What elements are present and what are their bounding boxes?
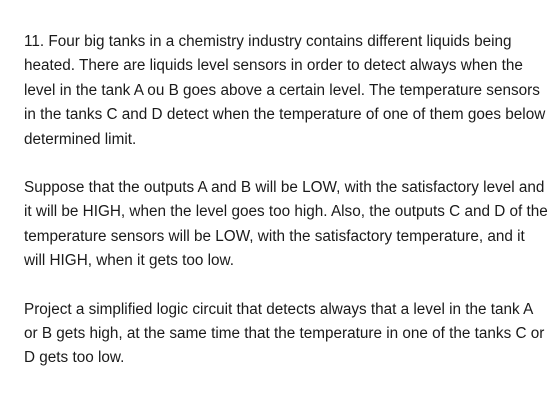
conditions-paragraph: Suppose that the outputs A and B will be LOW, with the satisfactory level and it will be HIGH, when the level goes too high. Also, the outputs C and D of the temperature sensors will be LOW, with the satisfactory temperature, and it will HIGH, when it gets too low.	[24, 179, 548, 270]
problem-statement-paragraph: 11. Four big tanks in a chemistry industry contains different liquids being heated. There are liquids level sensors in order to detect always when the level in the tank A ou B goes above a certain level. The temperature sensors in the tanks C and D detect when the temperature of one of them goes below determined limit.	[24, 33, 546, 148]
task-paragraph: Project a simplified logic circuit that detects always that a level in the tank A or B gets high, at the same time that the temperature in one of the tanks C or D gets too low.	[24, 300, 545, 367]
document-body	[24, 30, 549, 371]
